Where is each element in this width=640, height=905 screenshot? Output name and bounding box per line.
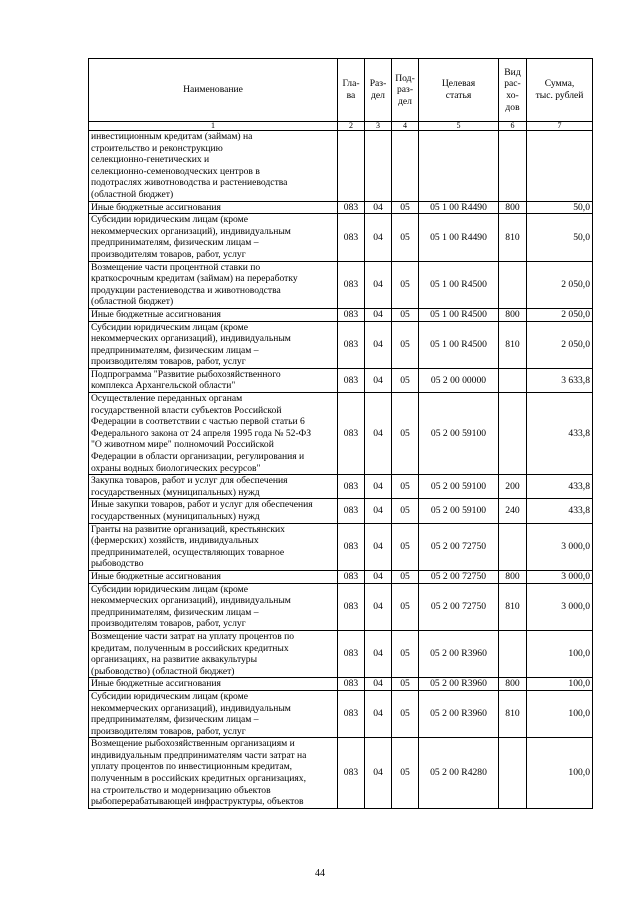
chapter-cell: 083: [338, 523, 365, 570]
table-row: [89, 201, 593, 214]
target-article-cell: [419, 131, 499, 202]
chapter-cell: 083: [338, 630, 365, 677]
chapter-cell: 083: [338, 368, 365, 392]
row-name-cell: Субсидии юридическим лицам (кроме некоммерческих организаций), индивидуальным предпринимателям, физическим лицам – производителям товаров, работ, услуг: [89, 214, 338, 261]
section-cell: 04: [365, 630, 392, 677]
expense-type-cell: 810: [499, 214, 527, 261]
subsection-cell: 05: [392, 738, 419, 809]
table-row: [89, 499, 593, 523]
expense-type-cell: 800: [499, 570, 527, 583]
section-cell: 04: [365, 308, 392, 321]
amount-cell: 2 050,0: [527, 321, 593, 368]
page-number: 44: [315, 868, 325, 879]
table-row: [89, 570, 593, 583]
column-number: 7: [527, 122, 593, 131]
amount-cell: 2 050,0: [527, 261, 593, 308]
section-cell: 04: [365, 214, 392, 261]
section-cell: 04: [365, 321, 392, 368]
table-row: [89, 738, 593, 809]
subsection-cell: 05: [392, 583, 419, 630]
target-article-cell: 05 2 00 72750: [419, 523, 499, 570]
expense-type-cell: [499, 630, 527, 677]
chapter-cell: 083: [338, 214, 365, 261]
chapter-cell: 083: [338, 499, 365, 523]
expense-type-cell: 800: [499, 201, 527, 214]
target-article-cell: 05 1 00 R4490: [419, 214, 499, 261]
table-row: [89, 523, 593, 570]
target-article-cell: 05 1 00 R4500: [419, 321, 499, 368]
header-target-article: Целевая статья: [419, 59, 499, 122]
table-row: [89, 630, 593, 677]
amount-cell: 3 000,0: [527, 523, 593, 570]
amount-cell: 50,0: [527, 201, 593, 214]
chapter-cell: [338, 131, 365, 202]
expense-type-cell: [499, 368, 527, 392]
amount-cell: 3 000,0: [527, 570, 593, 583]
section-cell: [365, 131, 392, 202]
subsection-cell: 05: [392, 570, 419, 583]
section-cell: 04: [365, 690, 392, 737]
subsection-cell: 05: [392, 630, 419, 677]
row-name-cell: Субсидии юридическим лицам (кроме некоммерческих организаций), индивидуальным предпринимателям, физическим лицам – производителям товаров, работ, услуг: [89, 690, 338, 737]
amount-cell: 433,8: [527, 499, 593, 523]
header-row: [89, 59, 593, 122]
row-name-cell: Иные закупки товаров, работ и услуг для обеспечения государственных (муниципальных) нужд: [89, 499, 338, 523]
amount-cell: 100,0: [527, 678, 593, 691]
target-article-cell: 05 2 00 R3960: [419, 690, 499, 737]
amount-cell: 3 633,8: [527, 368, 593, 392]
chapter-cell: 083: [338, 261, 365, 308]
row-name-cell: Возмещение части затрат на уплату процентов по кредитам, полученным в российских кредитных организациях, на развитие аквакультуры (рыбоводство) (областной бюджет): [89, 630, 338, 677]
row-name-cell: Иные бюджетные ассигнования: [89, 570, 338, 583]
chapter-cell: 083: [338, 321, 365, 368]
header-expense-type: Вид рас- хо- дов: [499, 59, 527, 122]
subsection-cell: 05: [392, 308, 419, 321]
subsection-cell: 05: [392, 261, 419, 308]
chapter-cell: 083: [338, 393, 365, 475]
expense-type-cell: [499, 131, 527, 202]
target-article-cell: 05 2 00 59100: [419, 393, 499, 475]
budget-table-page: [88, 58, 592, 809]
table-row: [89, 131, 593, 202]
subsection-cell: 05: [392, 393, 419, 475]
row-name-cell: Иные бюджетные ассигнования: [89, 308, 338, 321]
target-article-cell: 05 2 00 R4280: [419, 738, 499, 809]
budget-table: [88, 58, 593, 809]
header-amount: Сумма, тыс. рублей: [527, 59, 593, 122]
table-row: [89, 678, 593, 691]
column-number: 3: [365, 122, 392, 131]
section-cell: 04: [365, 393, 392, 475]
section-cell: 04: [365, 570, 392, 583]
expense-type-cell: 800: [499, 308, 527, 321]
section-cell: 04: [365, 201, 392, 214]
header-chapter: Гла- ва: [338, 59, 365, 122]
section-cell: 04: [365, 523, 392, 570]
amount-cell: 2 050,0: [527, 308, 593, 321]
header-subsection: Под- раз- дел: [392, 59, 419, 122]
subsection-cell: 05: [392, 523, 419, 570]
target-article-cell: 05 2 00 59100: [419, 475, 499, 499]
table-row: [89, 583, 593, 630]
chapter-cell: 083: [338, 690, 365, 737]
subsection-cell: 05: [392, 475, 419, 499]
column-number: 6: [499, 122, 527, 131]
chapter-cell: 083: [338, 201, 365, 214]
expense-type-cell: [499, 523, 527, 570]
row-name-cell: Закупка товаров, работ и услуг для обеспечения государственных (муниципальных) нужд: [89, 475, 338, 499]
expense-type-cell: [499, 261, 527, 308]
chapter-cell: 083: [338, 738, 365, 809]
table-row: [89, 393, 593, 475]
expense-type-cell: 810: [499, 690, 527, 737]
expense-type-cell: 810: [499, 583, 527, 630]
target-article-cell: 05 2 00 72750: [419, 583, 499, 630]
subsection-cell: 05: [392, 201, 419, 214]
header-section: Раз- дел: [365, 59, 392, 122]
column-number: 1: [89, 122, 338, 131]
table-row: [89, 475, 593, 499]
target-article-cell: 05 2 00 59100: [419, 499, 499, 523]
table-row: [89, 321, 593, 368]
header-name: Наименование: [89, 59, 338, 122]
row-name-cell: инвестиционным кредитам (займам) на строительство и реконструкцию селекционно-генетических и селекционно-семеноводческих центров в подотраслях животноводства и растениеводства (областной бюджет): [89, 131, 338, 202]
table-row: [89, 308, 593, 321]
table-row: [89, 214, 593, 261]
subsection-cell: 05: [392, 678, 419, 691]
row-name-cell: Иные бюджетные ассигнования: [89, 678, 338, 691]
expense-type-cell: [499, 738, 527, 809]
row-name-cell: Субсидии юридическим лицам (кроме некоммерческих организаций), индивидуальным предпринимателям, физическим лицам – производителям товаров, работ, услуг: [89, 583, 338, 630]
target-article-cell: 05 2 00 R3960: [419, 678, 499, 691]
row-name-cell: Подпрограмма "Развитие рыбохозяйственного комплекса Архангельской области": [89, 368, 338, 392]
row-name-cell: Гранты на развитие организаций, крестьянских (фермерских) хозяйств, индивидуальных предпринимателей, осуществляющих товарное рыбоводство: [89, 523, 338, 570]
expense-type-cell: 240: [499, 499, 527, 523]
amount-cell: 3 000,0: [527, 583, 593, 630]
target-article-cell: 05 1 00 R4490: [419, 201, 499, 214]
chapter-cell: 083: [338, 308, 365, 321]
subsection-cell: 05: [392, 690, 419, 737]
subsection-cell: 05: [392, 368, 419, 392]
subsection-cell: 05: [392, 321, 419, 368]
subsection-cell: [392, 131, 419, 202]
section-cell: 04: [365, 499, 392, 523]
chapter-cell: 083: [338, 570, 365, 583]
target-article-cell: 05 1 00 R4500: [419, 308, 499, 321]
table-body: [89, 131, 593, 809]
row-name-cell: Иные бюджетные ассигнования: [89, 201, 338, 214]
amount-cell: 433,8: [527, 475, 593, 499]
table-row: [89, 690, 593, 737]
chapter-cell: 083: [338, 583, 365, 630]
chapter-cell: 083: [338, 678, 365, 691]
section-cell: 04: [365, 678, 392, 691]
row-name-cell: Субсидии юридическим лицам (кроме некоммерческих организаций), индивидуальным предпринимателям, физическим лицам – производителям товаров, работ, услуг: [89, 321, 338, 368]
section-cell: 04: [365, 738, 392, 809]
expense-type-cell: 200: [499, 475, 527, 499]
column-number: 5: [419, 122, 499, 131]
expense-type-cell: 800: [499, 678, 527, 691]
chapter-cell: 083: [338, 475, 365, 499]
target-article-cell: 05 2 00 R3960: [419, 630, 499, 677]
amount-cell: 100,0: [527, 690, 593, 737]
subsection-cell: 05: [392, 214, 419, 261]
expense-type-cell: [499, 393, 527, 475]
column-number-row: [89, 122, 593, 131]
section-cell: 04: [365, 583, 392, 630]
target-article-cell: 05 1 00 R4500: [419, 261, 499, 308]
amount-cell: 50,0: [527, 214, 593, 261]
section-cell: 04: [365, 368, 392, 392]
amount-cell: 100,0: [527, 738, 593, 809]
section-cell: 04: [365, 475, 392, 499]
table-row: [89, 368, 593, 392]
column-number: 4: [392, 122, 419, 131]
amount-cell: 100,0: [527, 630, 593, 677]
row-name-cell: Осуществление переданных органам государственной власти субъектов Российской Федерации в соответствии с частью первой статьи 6 Федерального закона от 24 апреля 1995 года № 52-ФЗ "О животном мире" полномочий Российской Федерации в области организации, регулирования и охраны водных биологических ресурсов": [89, 393, 338, 475]
column-number: 2: [338, 122, 365, 131]
amount-cell: [527, 131, 593, 202]
target-article-cell: 05 2 00 72750: [419, 570, 499, 583]
row-name-cell: Возмещение части процентной ставки по краткосрочным кредитам (займам) на переработку продукции растениеводства и животноводства (областной бюджет): [89, 261, 338, 308]
target-article-cell: 05 2 00 00000: [419, 368, 499, 392]
row-name-cell: Возмещение рыбохозяйственным организациям и индивидуальным предпринимателям части затрат на уплату процентов по инвестиционным кредитам, полученным в российских кредитных организациях, на строительство и модернизацию объектов рыбоперерабатывающей инфраструктуры, объектов: [89, 738, 338, 809]
table-row: [89, 261, 593, 308]
expense-type-cell: 810: [499, 321, 527, 368]
subsection-cell: 05: [392, 499, 419, 523]
section-cell: 04: [365, 261, 392, 308]
amount-cell: 433,8: [527, 393, 593, 475]
